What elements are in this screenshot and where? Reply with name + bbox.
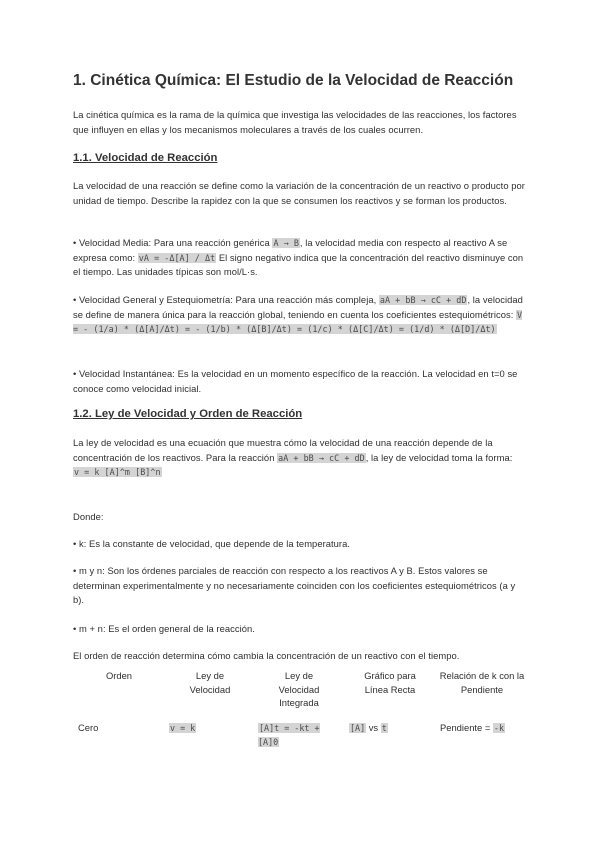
table-code-ley: v = k — [170, 723, 196, 733]
table-pend-label: Pendiente = — [440, 722, 493, 733]
table-graf-vs: vs — [366, 722, 381, 733]
general-code-formula: V = - (1/a) * (Δ[A]/Δt) = - (1/b) * (Δ[B]/Δt) = (1/c) * (Δ[C]/Δt) = (1/d) * (Δ[D]/Δt) — [73, 309, 523, 335]
media-text-3: El signo negativo indica que la concentración del reactivo disminuye con el tiempo. Las unidades típicas son mol/L·s. — [73, 251, 524, 278]
sum-order-item: • m + n: Es el orden general de la reacción. — [73, 623, 255, 634]
velocidad-instantanea-item: • Velocidad Instantánea: Es la velocidad en un momento específico de la reacción. La velocidad en t=0 se conoce como velocidad inicial. — [73, 368, 518, 394]
table-code-graf-a: [A] — [350, 723, 366, 733]
page-title: 1. Cinética Química: El Estudio de la Velocidad de Reacción — [73, 72, 514, 89]
table-header-ley: Ley de Velocidad — [189, 670, 231, 695]
ley-text-1: La ley de velocidad es una ecuación que muestra cómo la velocidad de una reacción depende de la concentración de los reactivos. Para la reacción — [73, 437, 493, 463]
media-text-2: , la velocidad media con respecto al reactivo A se expresa como: — [73, 237, 508, 263]
media-code-reaction: A → B — [273, 238, 299, 248]
section-heading-velocidad: 1.1. Velocidad de Reacción — [73, 152, 218, 164]
general-code-reaction: aA + bB → cC + dD — [379, 295, 467, 305]
table-cell-grafico — [349, 721, 388, 736]
donde-label: Donde: — [73, 511, 104, 522]
table-code-integrada: [A]t = -kt + [A]0 — [258, 723, 320, 747]
ley-code-rate-law: v = k [A]^m [B]^n — [74, 467, 161, 478]
definition-paragraph: La velocidad de una reacción se define como la variación de la concentración de un reactivo o producto por unidad de tiempo. Describe la rapidez con la que se consumen los reactivos y se forman los productos. — [73, 180, 525, 206]
table-cell-pendiente — [440, 721, 505, 736]
ley-paragraph — [73, 436, 528, 480]
table-header-integrada: Ley de Velocidad Integrada — [278, 670, 320, 708]
general-text-2: , la velocidad se define de manera única para la reacción global, teniendo en cuenta los coeficientes estequiométricos: — [73, 294, 523, 320]
table-cell-orden: Cero — [78, 722, 99, 733]
media-text-1: • Velocidad Media: Para una reacción genérica — [73, 237, 273, 248]
velocidad-media-item — [73, 236, 528, 280]
order-paragraph: El orden de reacción determina cómo cambia la concentración de un reactivo con el tiempo. — [73, 650, 460, 661]
table-header-grafico: Gráfico para Línea Recta — [364, 670, 416, 695]
intro-paragraph: La cinética química es la rama de la química que investiga las velocidades de las reacciones, los factores que influyen en ellas y los mecanismos moleculares a través de los cuales ocurren. — [73, 109, 517, 135]
media-code-formula: vA = -Δ[A] / Δt — [138, 252, 216, 263]
table-code-graf-b: t — [381, 723, 387, 733]
ley-text-2: , la ley de velocidad toma la forma: — [365, 451, 513, 463]
table-header-pendiente: Relación de k con la Pendiente — [439, 670, 525, 695]
table-cell-integrada — [258, 721, 338, 749]
ley-code-reaction: aA + bB → cC + dD — [278, 452, 365, 463]
k-item: • k: Es la constante de velocidad, que depende de la temperatura. — [73, 538, 351, 549]
velocidad-general-item — [73, 293, 528, 337]
mn-item: • m y n: Son los órdenes parciales de reacción con respecto a los reactivos A y B. Estos valores se determinan experimentalmente y no necesariamente coinciden con los coeficientes estequiométricos (a y b). — [73, 565, 516, 606]
table-header-orden: Orden — [105, 670, 133, 681]
table-cell-ley — [169, 721, 196, 736]
general-text-1: • Velocidad General y Estequiometría: Para una reacción más compleja, — [73, 294, 379, 305]
table-code-pend: -k — [493, 723, 505, 733]
section-heading-ley: 1.2. Ley de Velocidad y Orden de Reacción — [73, 408, 303, 420]
